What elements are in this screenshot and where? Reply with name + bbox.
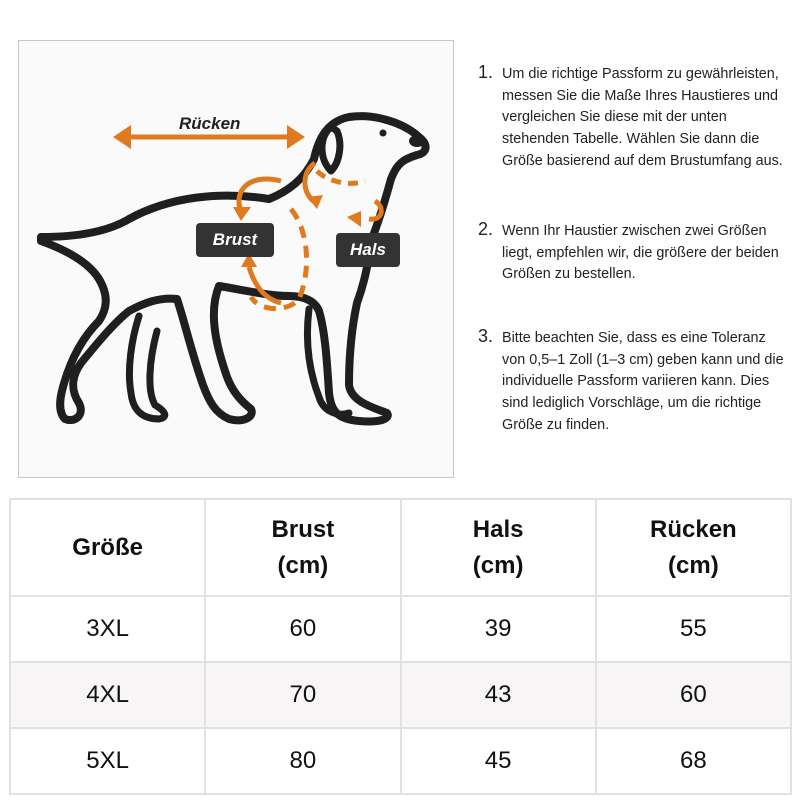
back-label: Rücken (179, 114, 241, 133)
cell-chest: 80 (205, 728, 400, 794)
step-number: 2. (478, 219, 494, 239)
dog-measurement-illustration (18, 40, 454, 478)
cell-size: 5XL (10, 728, 205, 794)
chest-label: Brust (196, 223, 274, 257)
neck-label: Hals (336, 233, 400, 267)
cell-back: 68 (596, 728, 791, 794)
header-chest: Brust (cm) (205, 499, 400, 596)
step-number: 3. (478, 326, 494, 346)
step-number: 1. (478, 62, 494, 82)
header-back: Rücken (cm) (596, 499, 791, 596)
step-text: Wenn Ihr Haustier zwischen zwei Größen liegt, empfehlen wir, die größere der beiden Größen zu bestellen. (502, 223, 779, 283)
cell-neck: 39 (401, 596, 596, 662)
table-header-row (10, 499, 791, 596)
size-table (9, 498, 792, 795)
header-neck: Hals (cm) (401, 499, 596, 596)
step-text: Um die richtige Passform zu gewährleisten, messen Sie die Maße Ihres Haustieres und vergleichen Sie diese mit der unten stehenden Tabelle. Wählen Sie dann die Größe basierend auf dem Brustumfang aus. (502, 66, 783, 169)
cell-neck: 45 (401, 728, 596, 794)
cell-back: 55 (596, 596, 791, 662)
table-row (10, 596, 791, 662)
cell-neck: 43 (401, 662, 596, 728)
cell-chest: 60 (205, 596, 400, 662)
cell-chest: 70 (205, 662, 400, 728)
table-row (10, 728, 791, 794)
cell-size: 4XL (10, 662, 205, 728)
header-size: Größe (10, 499, 205, 596)
cell-back: 60 (596, 662, 791, 728)
step-text: Bitte beachten Sie, dass es eine Toleranz von 0,5–1 Zoll (1–3 cm) geben kann und die individuelle Passform variieren kann. Dies sind lediglich Vorschläge, um die richtige Größe zu finden. (502, 330, 784, 433)
table-row (10, 662, 791, 728)
cell-size: 3XL (10, 596, 205, 662)
